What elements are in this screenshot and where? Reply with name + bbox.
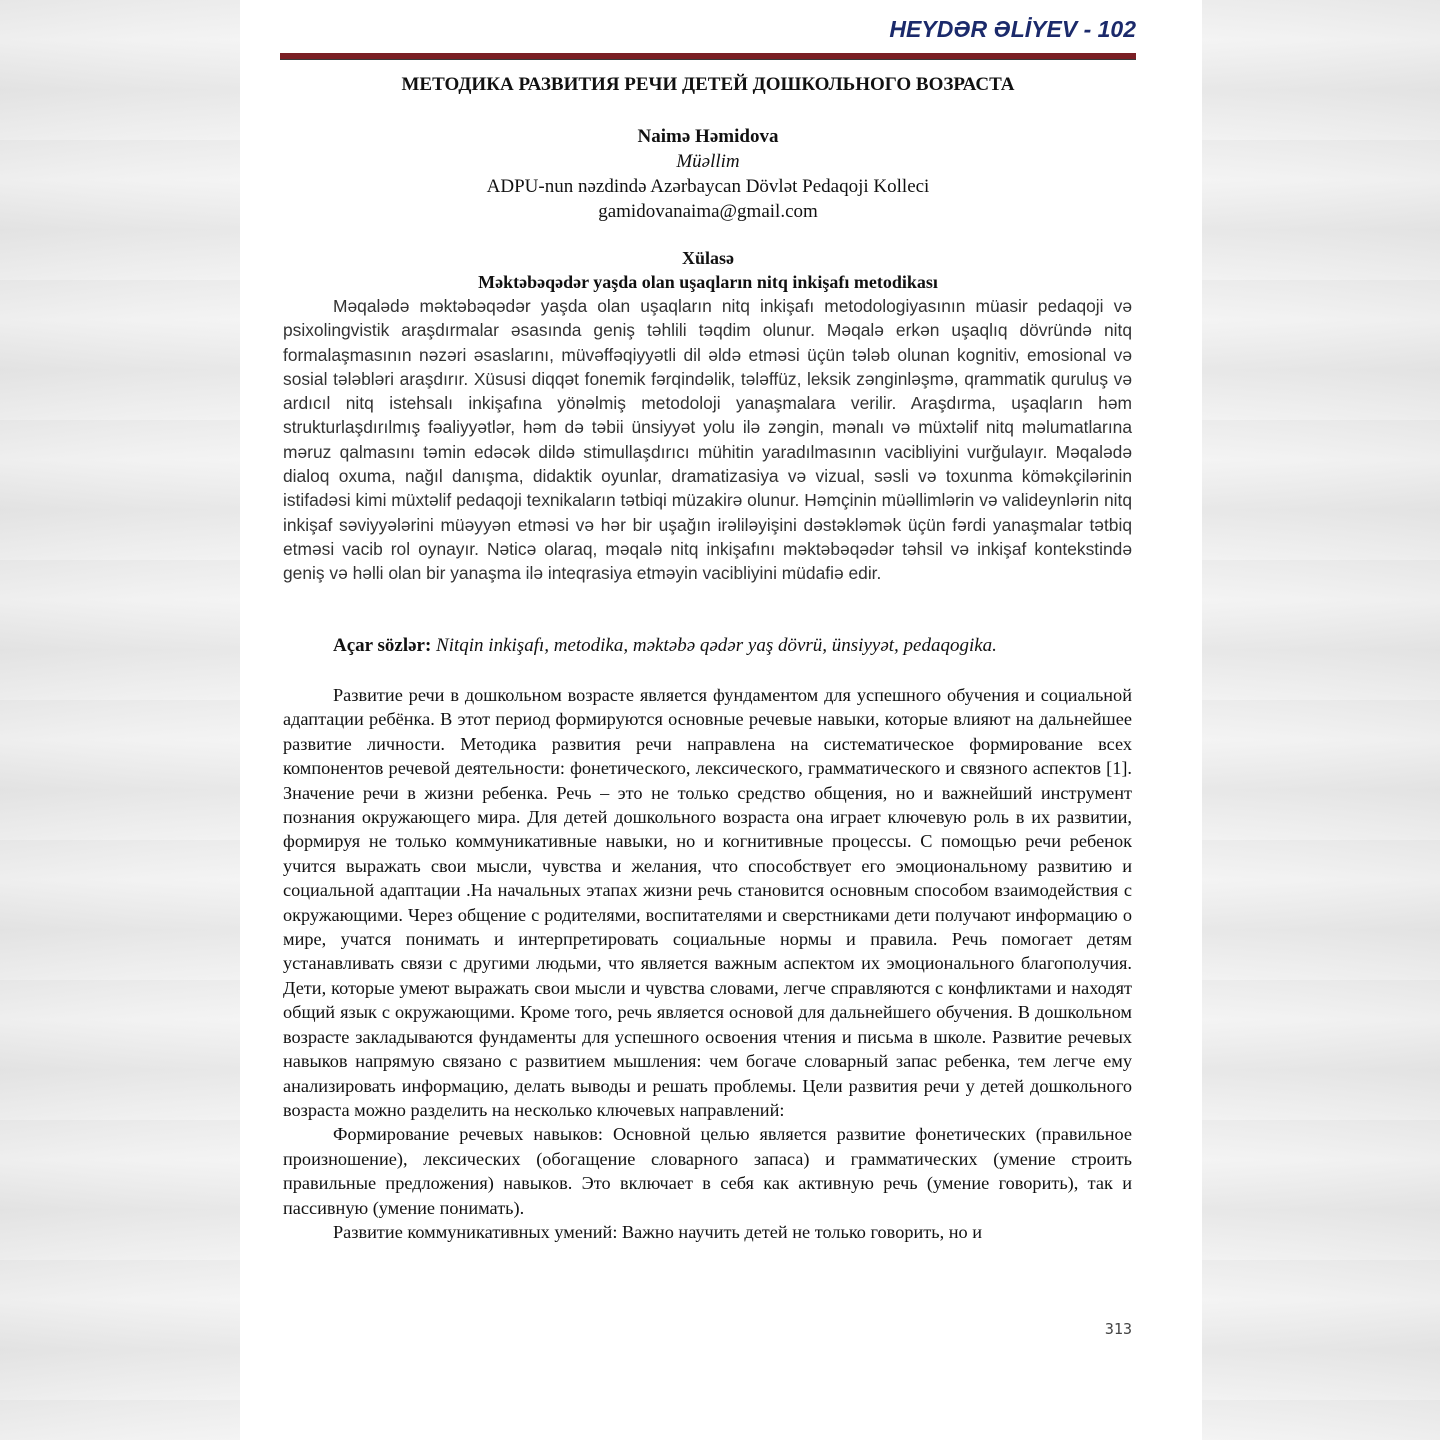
article-title: МЕТОДИКА РАЗВИТИЯ РЕЧИ ДЕТЕЙ ДОШКОЛЬНОГО ВОЗРАСТА <box>401 74 1015 95</box>
body-paragraph: Развитие коммуникативных умений: Важно научить детей не только говорить, но и <box>333 1221 982 1242</box>
author-email: gamidovanaima@gmail.com <box>598 201 818 222</box>
header-rule <box>280 53 1136 60</box>
author-name: Naimə Həmidova <box>637 126 779 147</box>
background-right <box>1200 0 1440 1440</box>
keywords-text: Nitqin inkişafı, metodika, məktəbə qədər yaş dövrü, ünsiyyət, pedaqogika. <box>436 635 997 656</box>
document-page <box>240 0 1202 1440</box>
author-block <box>280 124 1136 224</box>
abstract-heading: Xülasə <box>681 248 734 268</box>
journal-header: HEYDƏR ƏLİYEV - 102 <box>889 16 1136 42</box>
page-number: 313 <box>1104 1320 1132 1338</box>
abstract-text: Məqalədə məktəbəqədər yaşda olan uşaqların nitq inkişafı metodologiyasının müasir pedaqoji və psixolingvistik araşdırmalar əsasında geniş təhlili təqdim olunur. Məqalə erkən uşaqlıq dövründə nitq formalaşmasının nəzəri əsaslarını, müvəffəqiyyətli dil əldə etməsi üçün tələb olunan kognitiv, emosional və sosial tələbləri araşdırır. Xüsusi diqqət fonemik fərqindəlik, tələffüz, leksik zənginləşmə, qrammatik quruluş və ardıcıl nitq istehsalı inkişafına yönəlmiş metodoloji yanaşmalara verilir. Araşdırma, uşaqların həm strukturlaşdırılmış fəaliyyətlər, həm də təbii ünsiyyət yolu ilə zəngin, mənalı və müxtəlif nitq məlumatlarına məruz qalmasını təmin edəcək dildə stimullaşdırıcı mühitin yaradılmasının vacibliyini vurğulayır. Məqalədə dialoq oxuma, nağıl danışma, didaktik oyunlar, dramatizasiya və vizual, səsli və toxunma köməkçilərinin istifadəsi kimi müxtəlif pedaqoji texnikaların tətbiqi müzakirə olunur. Həmçinin müəllimlərin və valideynlərin nitq inkişaf səviyyələrini müəyyən etməsi və hər bir uşağın irəliləyişini dəstəkləmək üçün fərdi yanaşmalar tətbiq etməsi vacib rol oynayır. Nəticə olaraq, məqalə nitq inkişafını məktəbəqədər təhsil və inkişaf kontekstində geniş və həlli olan bir yanaşma ilə inteqrasiya etməyin vacibliyini müdafiə edir. <box>283 296 1132 584</box>
body-text <box>283 683 1132 1244</box>
background-left <box>0 0 240 1440</box>
author-role: Müəllim <box>676 151 740 172</box>
abstract-heading-block <box>280 246 1136 294</box>
abstract-subtitle: Məktəbəqədər yaşda olan uşaqların nitq inkişafı metodikası <box>478 272 938 292</box>
keywords-label: Açar sözlər: <box>333 635 432 656</box>
keywords-line <box>333 634 1133 658</box>
body-paragraph: Развитие речи в дошкольном возрасте является фундаментом для успешного обучения и социальной адаптации ребёнка. В этот период формируются основные речевые навыки, которые влияют на дальнейшее развитие личности. Методика развития речи направлена на систематическое формирование всех компонентов речевой деятельности: фонетического, лексического, грамматического и связного аспектов [1]. Значение речи в жизни ребенка. Речь – это не только средство общения, но и важнейший инструмент познания окружающего мира. Для детей дошкольного возраста она играет ключевую роль в их развитии, формируя не только коммуникативные навыки, но и когнитивные процессы. С помощью речи ребенок учится выражать свои мысли, чувства и желания, что способствует его эмоциональному развитию и социальной адаптации .На начальных этапах жизни речь становится основным способом взаимодействия с окружающими. Через общение с родителями, воспитателями и сверстниками дети получают информацию о мире, учатся понимать и интерпретировать социальные нормы и правила. Речь помогает детям устанавливать связи с другими людьми, что является важным аспектом их эмоционального благополучия. Дети, которые умеют выражать свои мысли и чувства словами, легче справляются с конфликтами и находят общий язык с окружающими. Кроме того, речь является основой для дальнейшего обучения. В дошкольном возрасте закладываются фундаменты для успешного освоения чтения и письма в школе. Развитие речевых навыков напрямую связано с развитием мышления: чем богаче словарный запас ребенка, тем легче ему анализировать информацию, делать выводы и решать проблемы. Цели развития речи у детей дошкольного возраста можно разделить на несколько ключевых направлений: <box>283 685 1132 1120</box>
body-paragraph: Формирование речевых навыков: Основной целью является развитие фонетических (правильное произношение), лексических (обогащение словарного запаса) и грамматических (умение строить правильные предложения) навыков. Это включает в себя как активную речь (умение говорить), так и пассивную (умение понимать). <box>283 1124 1132 1218</box>
author-affiliation: ADPU-nun nəzdində Azərbaycan Dövlət Pedaqoji Kolleci <box>486 176 930 197</box>
